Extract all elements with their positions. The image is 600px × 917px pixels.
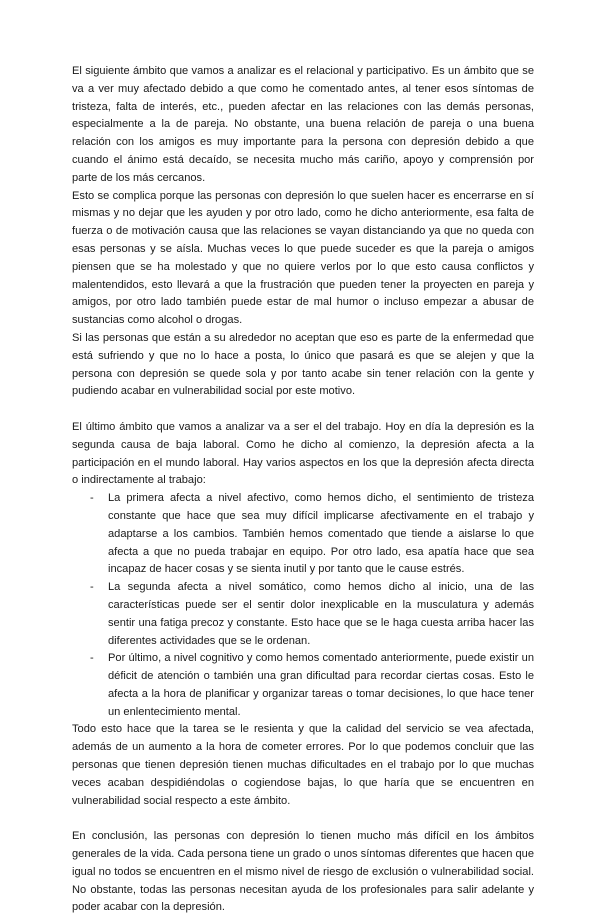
bullet-marker: - — [90, 652, 94, 665]
list-item-text: Por último, a nivel cognitivo y como hemos comentado anteriormente, puede existir un déficit de atención o también una gran dificultad para recordar ciertas cosas. Esto le afecta a la hora de planificar y organizar tareas o tomar decisiones, lo que hace tener un enlentecimiento mental. — [108, 652, 534, 718]
paragraph-gap — [72, 401, 534, 419]
paragraph-work-closing: Todo esto hace que la tarea se le resienta y que la calidad del servicio se vea afectada, además de un aumento a la hora de cometer errores. Por lo que podemos concluir que las personas que tienen depresión tienen muchas dificultades en el trabajo por lo que muchas veces acaban despidiéndolas o cogiendose bajas, lo que haría que se encuentren en vulnerabilidad social respecto a este ámbito. — [72, 723, 534, 807]
list-item-affective — [72, 490, 534, 579]
work-aspects-list — [72, 490, 534, 721]
list-item-somatic — [72, 579, 534, 650]
list-item-text: La segunda afecta a nivel somático, como hemos dicho al inicio, una de las características puede ser el sentir dolor inexplicable en la musculatura y además sentir una fatiga precoz y constante. Esto hace que se le haga cuesta arriba hacer las diferentes actividades que se le ordenan. — [108, 581, 534, 647]
bullet-marker: - — [90, 492, 94, 505]
bullet-marker: - — [90, 581, 94, 594]
list-item-cognitive — [72, 650, 534, 721]
list-item-text: La primera afecta a nivel afectivo, como hemos dicho, el sentimiento de tristeza constante que hace que sea muy difícil implicarse afectivamente en el trabajo y adaptarse a los cambios. También hemos comentado que tiende a aislarse lo que afecta a que no pueda trabajar en equipo. Por otro lado, esa apatía hace que sea incapaz de hacer cosas y se sienta inutil y por tanto que le cause estrés. — [108, 492, 534, 576]
document-page — [72, 63, 534, 917]
paragraph-relational-complication: Esto se complica porque las personas con depresión lo que suelen hacer es encerrarse en sí mismas y no dejar que les ayuden y por otro lado, como he dicho anteriormente, esa falta de fuerza o de motivación causa que las relaciones se vayan distanciando ya que no queda con esas personas y se aísla. Muchas veces lo que puede suceder es que la pareja o amigos piensen que se ha molestado y que no quiere verlos por lo que esto causa conflictos y malentendidos, esto llevará a que la frustración que pueden tener la proyecten en pareja y amigos, por otro lado también puede estar de mal humor o incluso empezar a abusar de sustancias como alcohol o drogas. — [72, 189, 534, 327]
paragraph-relational-consequence: Si las personas que están a su alrededor no aceptan que eso es parte de la enfermedad que está sufriendo y que no lo hace a posta, lo único que pasará es que se alejen y que la persona con depresión se quede sola y por tanto acabe sin tener relación con la gente y pudiendo acabar en vulnerabilidad social por este motivo. — [72, 331, 534, 398]
paragraph-conclusion: En conclusión, las personas con depresión lo tienen mucho más difícil en los ámbitos generales de la vida. Cada persona tiene un grado o unos síntomas diferentes que hacen que igual no todos se encuentren en el mismo nivel de riesgo de exclusión o vulnerabilidad social. No obstante, todas las personas necesitan ayuda de los profesionales para salir adelante y poder acabar con la depresión. — [72, 830, 534, 914]
paragraph-gap — [72, 810, 534, 828]
paragraph-relational-intro: El siguiente ámbito que vamos a analizar es el relacional y participativo. Es un ámbito que se va a ver muy afectado debido a que como he comentado antes, al tener esos síntomas de tristeza, falta de interés, etc., pueden afectar en las relaciones con las demás personas, especialmente a la de pareja. No obstante, una buena relación de pareja o una buena relación con los amigos es muy importante para la persona con depresión debido a que cuando el ánimo está decaído, se necesita mucho más cariño, apoyo y comprensión por parte de los más cercanos. — [72, 65, 534, 184]
paragraph-work-intro: El último ámbito que vamos a analizar va a ser el del trabajo. Hoy en día la depresión es la segunda causa de baja laboral. Como he dicho al comienzo, la depresión afecta a la participación en el mundo laboral. Hay varios aspectos en los que la depresión afecta directa o indirectamente al trabajo: — [72, 420, 534, 487]
